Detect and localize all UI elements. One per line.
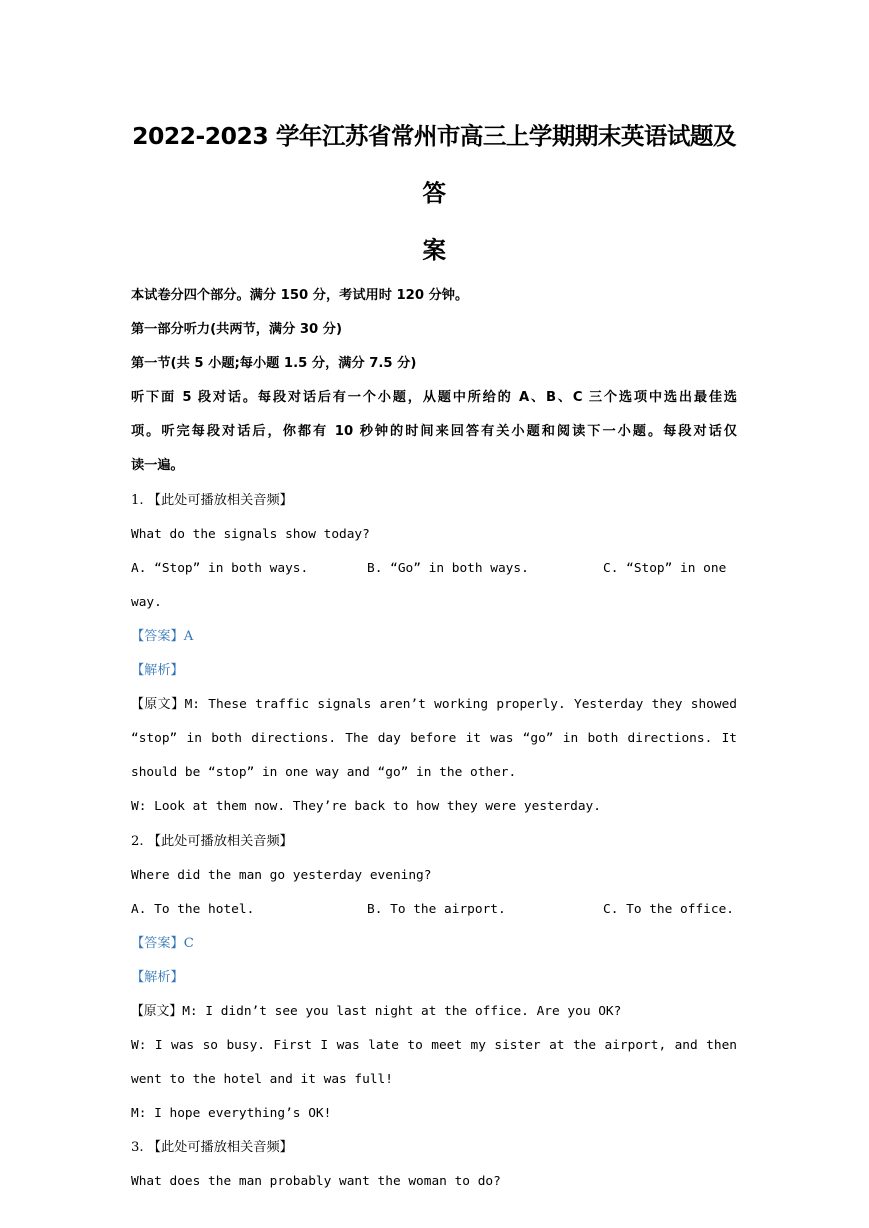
part-heading: 第一部分听力(共两节，满分 30 分) [131, 322, 343, 338]
transcript-line: 【原文】M: I didn’t see you last night at the office. Are you OK? [131, 1003, 622, 1019]
option-b: B. “Go” in both ways. [367, 560, 529, 576]
option-c: C. “Stop” in one [603, 560, 727, 576]
transcript-line: should be “stop” in one way and “go” in the other. [131, 765, 517, 781]
question-2-text: Where did the man go yesterday evening? [131, 867, 432, 883]
analysis-label: 【解析】 [131, 969, 184, 985]
question-2-options [131, 893, 737, 927]
instructions-line-1: 听下面 5 段对话。每段对话后有一个小题，从题中所给的 A、B、C 三个选项中选出最佳选 [131, 390, 737, 406]
transcript-line: went to the hotel and it was full! [131, 1072, 393, 1088]
title-line-2: 案 [422, 236, 446, 264]
title-line-1: 2022-2023 学年江苏省常州市高三上学期期末英语试题及答 [132, 122, 736, 207]
transcript-line: W: I was so busy. First I was late to meet my sister at the airport, and then [131, 1038, 737, 1054]
question-1 [131, 484, 737, 825]
exam-info: 本试卷分四个部分。满分 150 分，考试用时 120 分钟。 [131, 288, 469, 303]
audio-placeholder-label: 1. 【此处可播放相关音频】 [131, 492, 293, 508]
question-2 [131, 825, 737, 1132]
question-1-label [131, 484, 737, 518]
intro-section [131, 279, 737, 484]
document-title [131, 108, 737, 279]
answer-label: 【答案】C [131, 935, 194, 951]
option-a: A. “Stop” in both ways. [131, 560, 309, 576]
transcript-line: M: I hope everything’s OK! [131, 1106, 332, 1122]
instructions-line-2: 项。听完每段对话后，你都有 10 秒钟的时间来回答有关小题和阅读下一小题。每段对话仅 [131, 424, 737, 440]
question-3-label: 3. 【此处可播放相关音频】 [131, 1140, 293, 1156]
section-heading: 第一节(共 5 小题;每小题 1.5 分，满分 7.5 分) [131, 356, 417, 372]
option-b: B. To the airport. [367, 901, 506, 917]
question-3-text: What does the man probably want the woman to do? [131, 1174, 501, 1190]
document-page [131, 108, 737, 1200]
instructions-line-3: 读一遍。 [131, 458, 184, 474]
question-1-options [131, 552, 737, 586]
option-a: A. To the hotel. [131, 901, 255, 917]
question-2-label: 2. 【此处可播放相关音频】 [131, 833, 293, 849]
answer-label: 【答案】A [131, 628, 194, 644]
option-c: C. To the office. [603, 901, 734, 917]
question-3 [131, 1131, 737, 1199]
transcript-line: W: Look at them now. They’re back to how they were yesterday. [131, 799, 601, 815]
option-c-continued: way. [131, 594, 162, 610]
transcript-line: 【原文】M: These traffic signals aren’t working properly. Yesterday they showed [131, 697, 737, 713]
question-1-text: What do the signals show today? [131, 526, 370, 542]
analysis-label: 【解析】 [131, 663, 184, 679]
transcript-line: “stop” in both directions. The day before it was “go” in both directions. It [131, 731, 737, 747]
